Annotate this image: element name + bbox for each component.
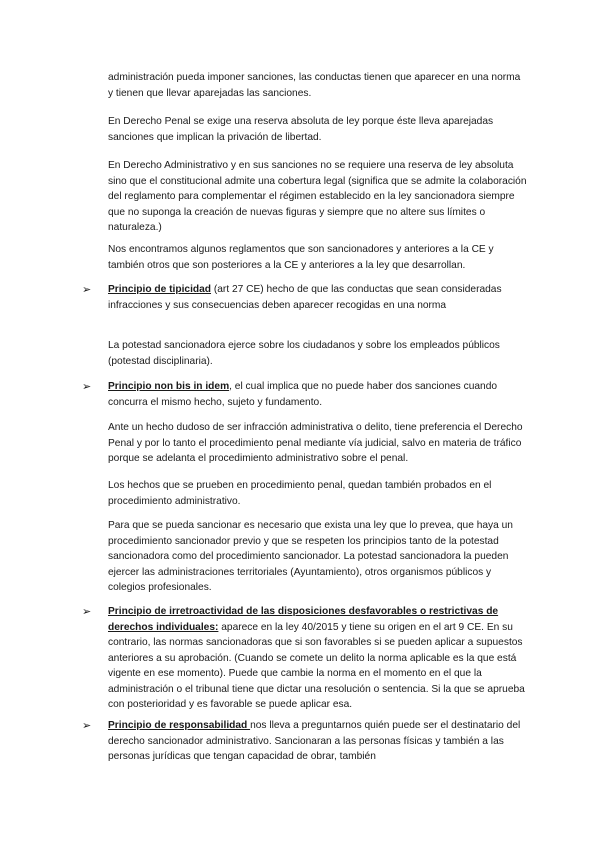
text-tipicidad: (art 27 CE) hecho de que las conductas que sean consideradas infracciones y sus consecuencias deben aparecer recogidas en una norma — [108, 284, 502, 311]
bullet-non-bis-in-idem — [108, 379, 528, 410]
paragraph-hechos-probados: Los hechos que se prueben en procedimiento penal, quedan también probados en el procedimiento administrativo. — [108, 480, 492, 507]
paragraph-reglamentos: Nos encontramos algunos reglamentos que son sancionadores y anteriores a la CE y también otros que son posteriores a la CE y anteriores a la ley que desarrollan. — [108, 244, 494, 271]
paragraph-sancionar: Para que se pueda sancionar es necesario que exista una ley que lo prevea, que haya un procedimiento sancionador previo y que se respeten los principios tanto de la potestad sancionadora como del procedimiento sancionador. La potestad sancionadora la pueden ejercer las administraciones territoriales (Ayuntamiento), otros organismos públicos y colegios profesionales. — [108, 520, 513, 593]
text-non-bis-in-idem: , el cual implica que no puede haber dos sanciones cuando concurra el mismo hecho, sujeto y fundamento. — [108, 381, 498, 408]
text-irretroactividad: aparece en la ley 40/2015 y tiene su origen en el art 9 CE. En su contrario, las normas sancionadoras que si son favorables si se pueden aplicar a supuestos anteriores a su aprobación. (Cuando se comete un delito la norma aplicable es la que está vigente en ese momento). Puede que cambie la norma en el momento en el que la administración o el tribunal tiene que dictar una resolución o sentencia. Si la que se aprueba con posterioridad y es favorable se puede aplicar esa. — [108, 621, 525, 710]
heading-irretroactividad: Principio de irretroactividad de las disposiciones desfavorables o restrictivas de derechos individuales: — [108, 606, 499, 633]
heading-non-bis-in-idem: Principio non bis in idem — [108, 381, 230, 392]
text-responsabilidad: nos lleva a preguntarnos quién puede ser el destinatario del derecho sancionador administrativo. Sancionaran a las personas físicas y también a las personas jurídicas que tengan capacidad de obrar, también — [108, 720, 521, 762]
paragraph-derecho-penal: En Derecho Penal se exige una reserva absoluta de ley porque éste lleva aparejadas sanciones que implican la privación de libertad. — [108, 116, 494, 143]
bullet-arrow-icon: ➢ — [82, 719, 92, 732]
heading-tipicidad: Principio de tipicidad — [108, 284, 212, 295]
bullet-responsabilidad — [108, 718, 528, 765]
paragraph-reserva-ley: administración pueda imponer sanciones, las conductas tienen que aparecer en una norma y tienen que llevar aparejadas las sanciones. — [108, 72, 521, 99]
paragraph-derecho-administrativo: En Derecho Administrativo y en sus sanciones no se requiere una reserva de ley absoluta sino que el constitucional admite una cobertura legal (significa que se admite la colaboración del reglamento para complementar el régimen establecido en la ley sancionadora siempre que no suponga la creación de nuevas figuras y siempre que no altere sus límites o naturaleza.) — [108, 160, 527, 233]
heading-responsabilidad: Principio de responsabilidad — [108, 720, 251, 731]
bullet-arrow-icon: ➢ — [82, 380, 92, 393]
bullet-arrow-icon: ➢ — [82, 283, 92, 296]
paragraph-hecho-dudoso: Ante un hecho dudoso de ser infracción administrativa o delito, tiene preferencia el Derecho Penal y por lo tanto el procedimiento penal mediante vía judicial, salvo en materia de tráfico porque se adelanta el procedimiento administrativo sobre el penal. — [108, 422, 523, 464]
bullet-tipicidad — [108, 282, 528, 313]
bullet-arrow-icon: ➢ — [82, 605, 92, 618]
paragraph-potestad: La potestad sancionadora ejerce sobre los ciudadanos y sobre los empleados públicos (potestad disciplinaria). — [108, 340, 500, 367]
bullet-irretroactividad — [108, 604, 528, 713]
